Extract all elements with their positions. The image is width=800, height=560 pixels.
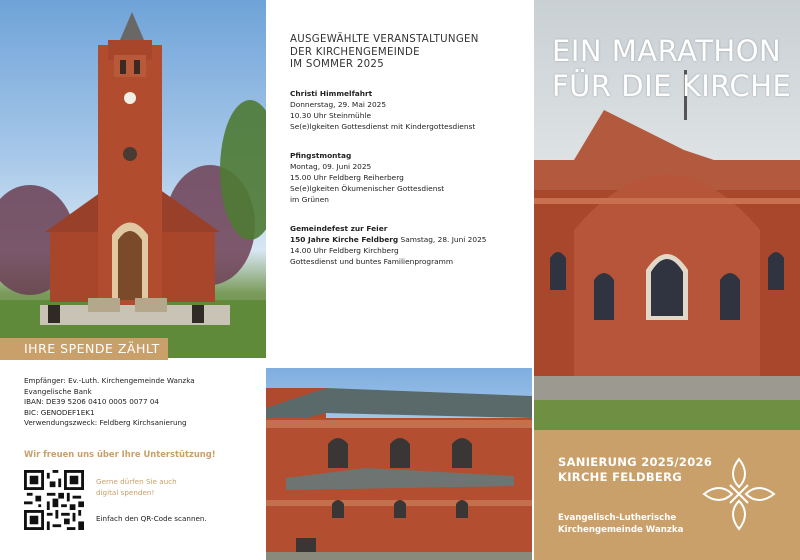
qr-scan-instruction: Einfach den QR-Code scannen. — [96, 514, 207, 523]
cross-logo-icon — [700, 455, 778, 533]
event-title: Pfingstmontag — [290, 150, 352, 160]
event-line: 14.00 Uhr Feldberg Kirchberg — [290, 245, 399, 255]
thanks-text: Wir freuen uns über Ihre Unterstützung! — [24, 449, 216, 459]
digital-donation-text — [96, 477, 236, 498]
event-line: Donnerstag, 29. Mai 2025 — [290, 99, 387, 109]
bank-line: BIC: GENODEF1EK1 — [24, 407, 95, 417]
event-line: 15.00 Uhr Feldberg Reiherberg — [290, 172, 404, 182]
events-list — [290, 34, 520, 285]
hero-title-line: FÜR DIE KIRCHE — [552, 69, 792, 103]
events-heading — [290, 34, 520, 72]
events-heading-line: DER KIRCHENGEMEINDE — [290, 46, 420, 58]
event-title: Christi Himmelfahrt — [290, 88, 373, 98]
donate-banner: IHRE SPENDE ZÄHLT — [0, 338, 168, 360]
event-item — [290, 223, 520, 267]
hero-title — [552, 34, 792, 104]
bank-details — [24, 376, 254, 429]
event-line: Montag, 09. Juni 2025 — [290, 161, 372, 171]
event-title-line2: 150 Jahre Kirche Feldberg — [290, 234, 399, 244]
hero-title-line: EIN MARATHON — [552, 34, 782, 68]
qr-text-line: digital spenden! — [96, 487, 155, 497]
bank-line: IBAN: DE39 5206 0410 0005 0077 04 — [24, 397, 160, 407]
congregation-name — [558, 512, 683, 536]
events-heading-line: AUSGEWÄHLTE VERANSTALTUNGEN — [290, 34, 479, 45]
qr-code-icon[interactable] — [24, 470, 84, 530]
church-tower-photo — [0, 0, 266, 358]
gemeinde-line: Kirchengemeinde Wanzka — [558, 525, 684, 535]
events-heading-line: IM SOMMER 2025 — [290, 59, 384, 70]
event-line: Se(e)lgkeiten Gottesdienst mit Kindergottesdienst — [290, 121, 476, 131]
event-line: Gottesdienst und buntes Familienprogramm — [290, 256, 454, 266]
sanierung-heading — [558, 455, 712, 485]
gemeinde-line: Evangelisch-Lutherische — [558, 513, 677, 523]
sanierung-line: SANIERUNG 2025/2026 — [558, 455, 713, 469]
event-line: Se(e)lgkeiten Ökumenischer Gottesdienst — [290, 183, 445, 193]
qr-text-line: Gerne dürfen Sie auch — [96, 477, 177, 486]
event-title: Gemeindefest zur Feier — [290, 223, 388, 233]
bank-line: Evangelische Bank — [24, 386, 92, 396]
church-side-photo — [266, 368, 532, 560]
bank-line: Verwendungszweck: Feldberg Kirchsanierung — [24, 418, 187, 428]
event-line: Samstag, 28. Juni 2025 — [400, 234, 487, 244]
bank-line: Empfänger: Ev.-Luth. Kirchengemeinde Wanzka — [24, 376, 195, 385]
event-line: 10.30 Uhr Steinmühle — [290, 110, 372, 120]
event-item — [290, 150, 520, 205]
sanierung-line: KIRCHE FELDBERG — [558, 470, 682, 484]
event-item — [290, 88, 520, 132]
event-line: im Grünen — [290, 194, 329, 204]
